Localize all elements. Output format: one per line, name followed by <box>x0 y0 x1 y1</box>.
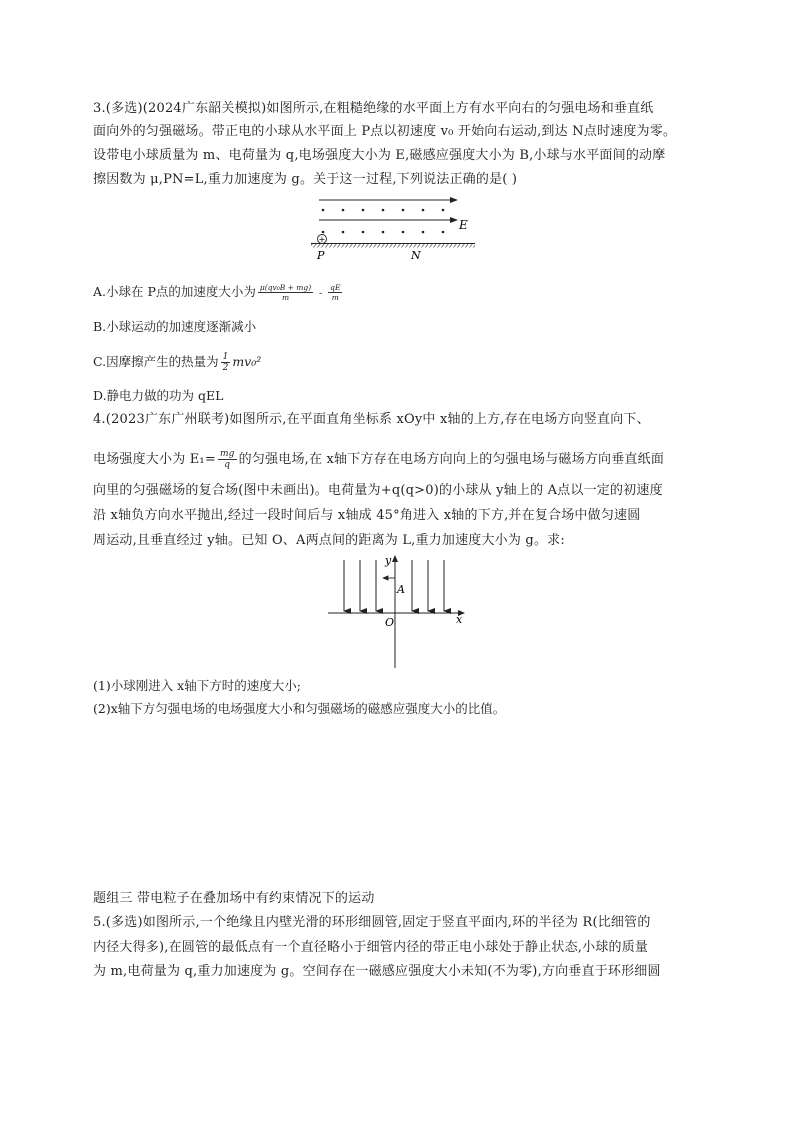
svg-text:+: + <box>318 235 326 244</box>
q4-line-1: 4.(2023广东广州联考)如图所示,在平面直角坐标系 xOy中 x轴的上方,存在电场方向竖直向下、 <box>93 412 650 427</box>
label-N: N <box>411 249 421 261</box>
q4-line-5: 周运动,且垂直经过 y轴。已知 O、A两点间的距离为 L,重力加速度大小为 g。求: <box>93 533 565 548</box>
label-x: x <box>456 613 463 626</box>
q5-line-2: 内径大得多),在圆管的最低点有一个直径略小于细管内径的带正电小球处于静止状态,小球的质量 <box>93 940 649 955</box>
q3-line-1: 3.(多选)(2024广东韶关模拟)如图所示,在粗糙绝缘的水平面上方有水平向右的匀强电场和垂直纸 <box>93 101 654 116</box>
ground-surface <box>311 244 475 248</box>
magnetic-field-dots <box>322 209 445 234</box>
fraction-e1: $\frac{mg}{q}$ <box>219 449 235 470</box>
fraction-a1: $\frac{\text{μ(qv₀B + mg)}}{m}$ <box>259 283 312 302</box>
charged-ball <box>318 235 327 245</box>
q3-line-3: 设带电小球质量为 m、电荷量为 q,电场强度大小为 E,磁感应强度大小为 B,小球与水平面间的动摩 <box>93 148 666 163</box>
q4-figure <box>326 552 472 670</box>
label-P: P <box>317 249 325 261</box>
q3-line-4: 擦因数为 μ,PN=L,重力加速度为 g。关于这一过程,下列说法正确的是( ) <box>93 172 518 187</box>
group3-title: 题组三 带电粒子在叠加场中有约束情况下的运动 <box>93 891 375 906</box>
label-y: y <box>385 554 392 567</box>
q3-option-a: A.小球在 P点的加速度大小为 $\frac{\text{μ(qv₀B + mg)}}{m}$ - $\frac{qE}{m}$ <box>93 283 341 302</box>
fraction-a2: $\frac{qE}{m}$ <box>330 283 341 302</box>
q3-option-c: C.因摩擦产生的热量为 $\frac{1}{2}$ mv₀² <box>93 352 262 373</box>
q5-line-1: 5.(多选)如图所示,一个绝缘且内壁光滑的环形细圆管,固定于竖直平面内,环的半径为 R(比细管的 <box>93 915 651 930</box>
label-O: O <box>385 616 395 629</box>
fraction-c: $\frac{1}{2}$ <box>222 352 229 373</box>
q4-line-4: 沿 x轴负方向水平抛出,经过一段时间后与 x轴成 45°角进入 x轴的下方,并在复合场中做匀速圆 <box>93 508 641 523</box>
label-A: A <box>397 583 405 596</box>
q3-option-b: B.小球运动的加速度逐渐减小 <box>93 319 257 334</box>
q3-line-2: 面向外的匀强磁场。带正电的小球从水平面上 P点以初速度 v₀ 开始向右运动,到达 N点时速度为零。 <box>93 124 677 139</box>
q3-figure <box>305 193 485 261</box>
label-E: E <box>459 218 468 232</box>
q4-line-2: 电场强度大小为 E₁= $\frac{mg}{q}$ 的匀强电场,在 x轴下方存在电场方向向上的匀强电场与磁场方向垂直纸面 <box>93 449 665 470</box>
q4-subquestion-1: (1)小球刚进入 x轴下方时的速度大小; <box>93 678 301 693</box>
electric-field-lines <box>344 560 444 611</box>
q4-line-3: 向里的匀强磁场的复合场(图中未画出)。电荷量为+q(q>0)的小球从 y轴上的 A点以一定的初速度 <box>93 483 663 498</box>
q4-subquestion-2: (2)x轴下方匀强电场的电场强度大小和匀强磁场的磁感应强度大小的比值。 <box>93 701 506 716</box>
q3-option-d: D.静电力做的功为 qEL <box>93 388 224 403</box>
q5-line-3: 为 m,电荷量为 q,重力加速度为 g。空间存在一磁感应强度大小未知(不为零),方向垂直于环形细圆 <box>93 964 661 979</box>
